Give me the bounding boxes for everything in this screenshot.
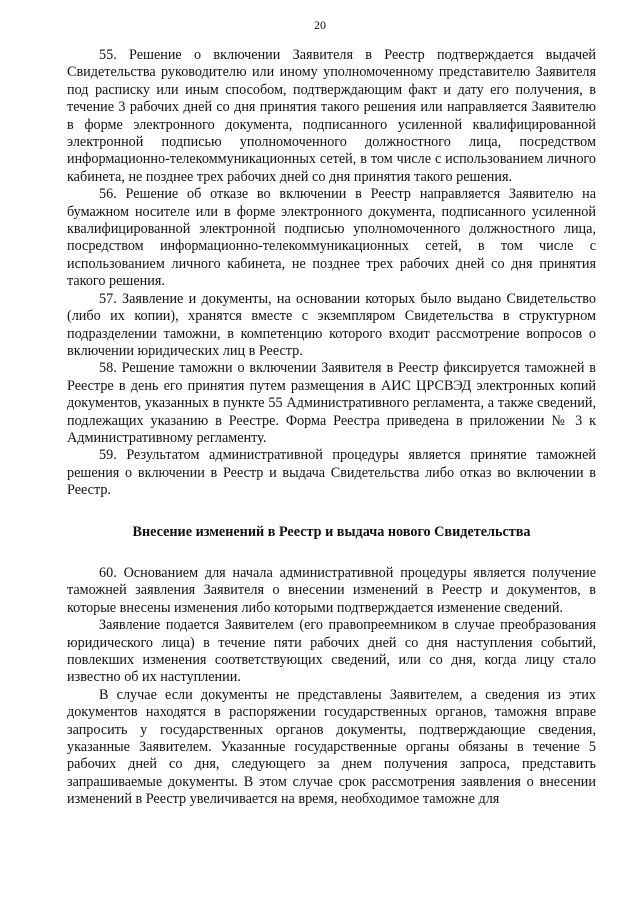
section-heading: Внесение изменений в Реестр и выдача нового Свидетельства bbox=[132, 523, 531, 540]
document-body bbox=[67, 47, 596, 809]
paragraph-60: 60. Основанием для начала административной процедуры является получение таможней заявления Заявителя о внесении изменений в Реестр и документов, в которые внесены изменения либо которыми подтверждается изменение сведений. bbox=[67, 564, 596, 616]
page-number: 20 bbox=[314, 18, 326, 32]
paragraph-60-documents: В случае если документы не представлены Заявителем, а сведения из этих документов находятся в распоряжении государственных органов, таможня вправе запросить у государственных органов документы, подтверждающие сведения, указанные Заявителем. Указанные государственные органы обязаны в течение 5 рабочих дней со дня, следующего за днем получения запроса, представить запрашиваемые документы. В этом случае срок рассмотрения заявления о внесении изменений в Реестр увеличивается на время, необходимое таможне для bbox=[67, 686, 596, 808]
paragraph-57: 57. Заявление и документы, на основании которых было выдано Свидетельство (либо их копии), хранятся вместе с экземпляром Свидетельства в структурном подразделении таможни, в компетенцию которого входит рассмотрение вопросов о включении юридических лиц в Реестр. bbox=[67, 290, 596, 359]
paragraph-55: 55. Решение о включении Заявителя в Реестр подтверждается выдачей Свидетельства руководителю или иному уполномоченному представителю Заявителя под расписку или иным способом, подтверждающим факт и дату его получения, в течение 3 рабочих дней со дня принятия такого решения или направляется Заявителю в форме электронного документа, подписанного усиленной квалифицированной электронной подписью уполномоченного должностного лица, посредством информационно-телекоммуникационных сетей, в том числе с использованием личного кабинета, не позднее трех рабочих дней со дня принятия такого решения. bbox=[67, 47, 596, 185]
paragraph-59: 59. Результатом административной процедуры является принятие таможней решения о включении в Реестр и выдача Свидетельства либо отказ во включении в Реестр. bbox=[67, 447, 596, 499]
paragraph-60-application: Заявление подается Заявителем (его правопреемником в случае преобразования юридического лица) в течение пяти рабочих дней со дня наступления событий, повлекших изменения соответствующих сведений, или со дня, когда лицу стало известно об их наступлении. bbox=[67, 617, 596, 686]
paragraph-56: 56. Решение об отказе во включении в Реестр направляется Заявителю на бумажном носителе или в форме электронного документа, подписанного усиленной квалифицированной электронной подписью уполномоченного должностного лица, посредством информационно-телекоммуникационных сетей, в том числе с использованием личного кабинета, не позднее трех рабочих дней со дня принятия такого решения. bbox=[67, 186, 596, 290]
paragraph-58: 58. Решение таможни о включении Заявителя в Реестр фиксируется таможней в Реестре в день его принятия путем размещения в АИС ЦРСВЭД электронных копий документов, указанных в пункте 55 Административного регламента, а также сведений, подлежащих указанию в Реестре. Форма Реестра приведена в приложении № 3 к Административному регламенту. bbox=[67, 360, 596, 446]
